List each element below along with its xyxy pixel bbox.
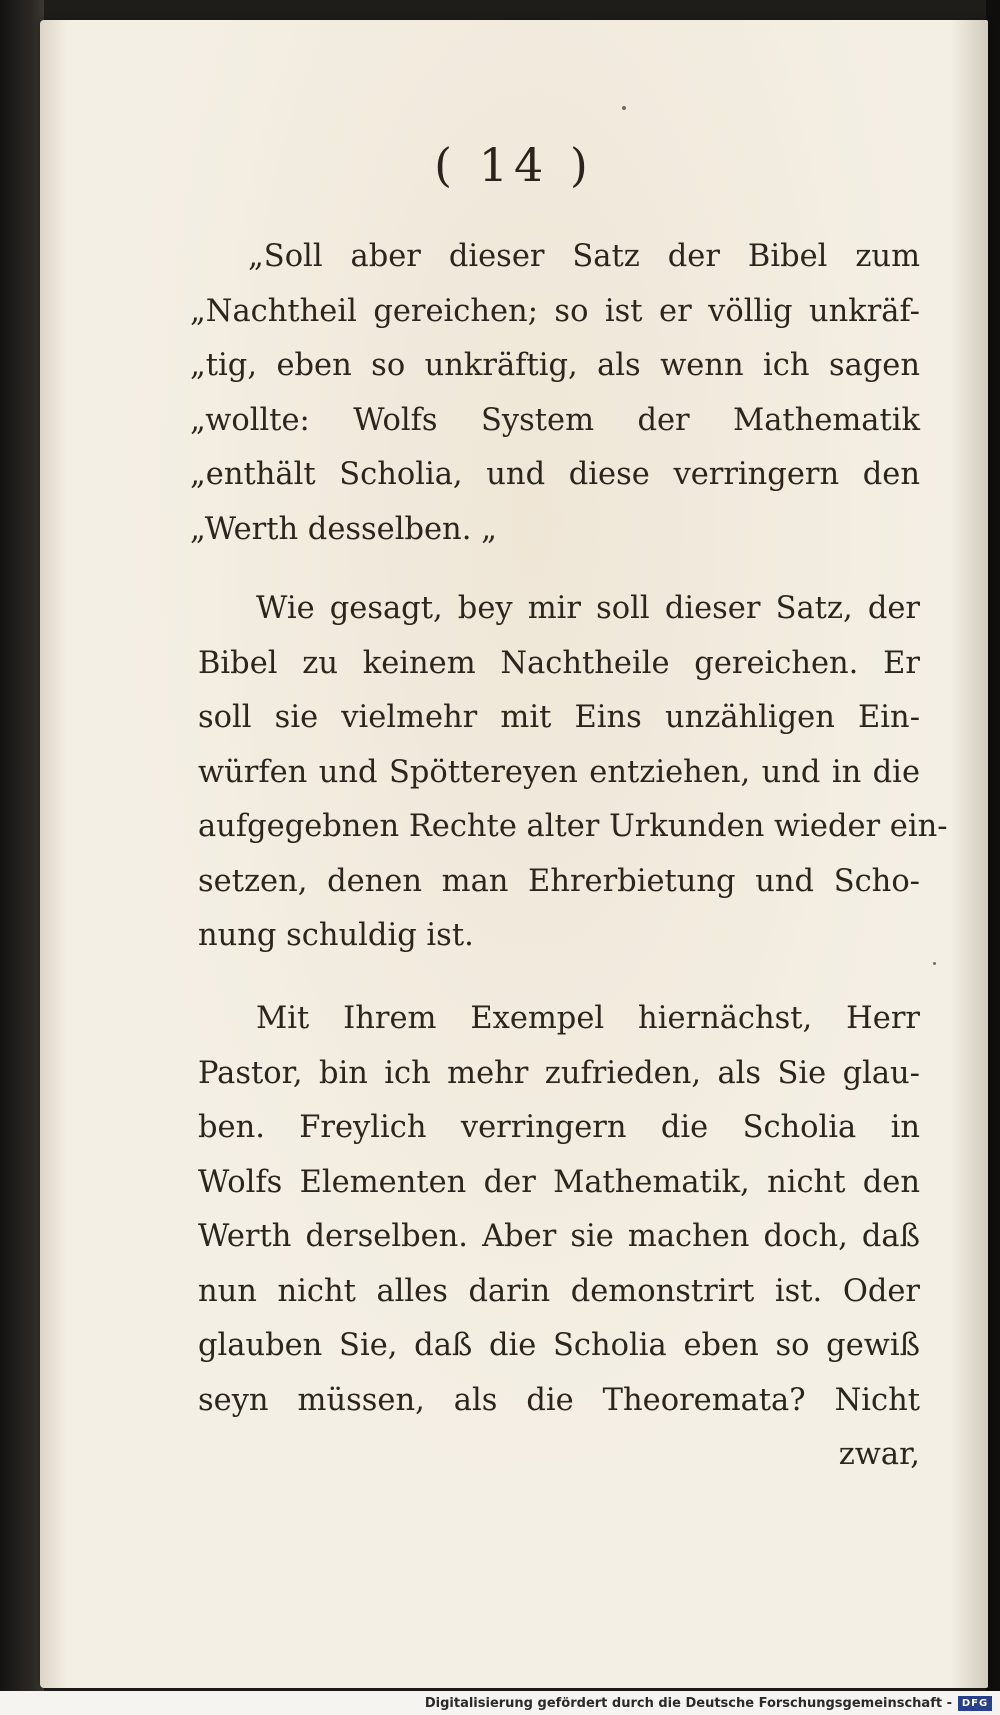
funding-credit: Digitalisierung gefördert durch die Deutsche Forschungsgemeinschaft -	[424, 1696, 952, 1711]
text-line: Werth derselben. Aber sie machen doch, daß	[198, 1219, 920, 1254]
text-line: „tig, eben so unkräftig, als wenn ich sagen	[190, 348, 920, 383]
catchword: zwar,	[838, 1437, 920, 1472]
text-line: seyn müssen, als die Theoremata? Nicht	[198, 1382, 920, 1418]
text-line: „Nachtheil gereichen; so ist er völlig unkräf-	[190, 293, 920, 329]
text-line: ben. Freylich verringern die Scholia in	[198, 1110, 920, 1145]
paragraph-example	[198, 992, 920, 1483]
scan-edge-right	[986, 0, 1000, 1715]
scan-edge-left	[0, 0, 44, 1715]
footer-bar	[0, 1691, 1000, 1715]
paper-speck	[933, 962, 936, 965]
text-line: Wie gesagt, bey mir soll dieser Satz, der	[256, 591, 920, 626]
text-line: Wolfs Elementen der Mathematik, nicht den	[198, 1164, 920, 1200]
book-page	[40, 20, 988, 1688]
text-line: Bibel zu keinem Nachtheile gereichen. Er	[198, 645, 920, 681]
text-line: Pastor, bin ich mehr zufrieden, als Sie glau-	[198, 1055, 920, 1091]
page-number: ( 14 )	[434, 138, 594, 192]
paragraph-quote	[190, 230, 920, 557]
text-line: „Werth desselben. „	[190, 511, 497, 547]
text-line: Mit Ihrem Exempel hiernächst, Herr	[256, 1001, 920, 1036]
paragraph-reply	[198, 582, 948, 964]
paper-speck	[622, 106, 626, 110]
text-line: „wollte: Wolfs System der Mathematik	[190, 402, 920, 438]
text-line: aufgegebnen Rechte alter Urkunden wieder ein-	[198, 809, 948, 844]
text-line: nun nicht alles darin demonstrirt ist. Oder	[198, 1273, 920, 1309]
text-line: glauben Sie, daß die Scholia eben so gewiß	[198, 1328, 920, 1363]
text-line: soll sie vielmehr mit Eins unzähligen Ein-	[198, 700, 920, 735]
text-line: würfen und Spöttereyen entziehen, und in die	[198, 754, 920, 790]
text-line: „enthält Scholia, und diese verringern den	[190, 457, 920, 492]
text-line: setzen, denen man Ehrerbietung und Scho-	[198, 863, 920, 899]
text-line: nung schuldig ist.	[198, 918, 474, 953]
dfg-logo-icon: DFG	[958, 1696, 992, 1711]
text-line: „Soll aber dieser Satz der Bibel zum	[248, 239, 920, 274]
